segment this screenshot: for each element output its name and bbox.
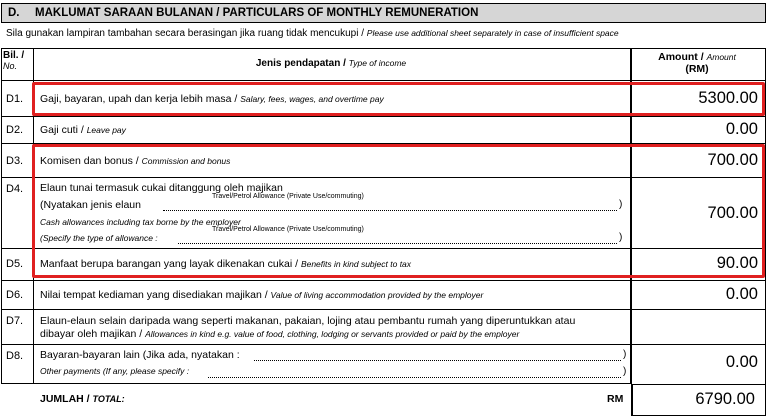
row-label-d8-ms: Bayaran-bayaran lain (Jika ada, nyatakan : bbox=[40, 349, 240, 361]
header-amount-ms: Amount / bbox=[658, 51, 704, 63]
header-type-en: Type of income bbox=[348, 58, 407, 68]
amount-d1: 5300.00 bbox=[698, 89, 758, 107]
row-code-d4: D4. bbox=[6, 183, 24, 195]
row-code-d5: D5. bbox=[6, 258, 24, 270]
total-label bbox=[40, 393, 125, 405]
section-title: MAKLUMAT SARAAN BULANAN / PARTICULARS OF MONTHLY REMUNERATION bbox=[35, 7, 479, 19]
row-code-d1: D1. bbox=[6, 93, 24, 105]
closing-paren: ) bbox=[623, 366, 627, 377]
row-label-en: Allowances in kind e.g. value of food, clothing, lodging or servants provided or paid by the employer bbox=[145, 329, 520, 339]
header-type-of-income bbox=[33, 58, 629, 69]
row-label-ms: Komisen dan bonus / bbox=[40, 155, 139, 167]
instruction-en: Please use additional sheet separately in case of insufficient space bbox=[366, 28, 619, 38]
allowance-note-2: Travel/Petrol Allowance (Private Use/commuting) bbox=[212, 226, 364, 233]
row-label-d6 bbox=[40, 289, 483, 301]
row-label-d8-en: Other payments (If any, please specify : bbox=[40, 366, 190, 376]
other-payments-line-2 bbox=[208, 377, 621, 378]
total-label-en: TOTAL: bbox=[92, 394, 125, 404]
amount-d4: 700.00 bbox=[707, 204, 758, 222]
row-divider bbox=[1, 309, 766, 310]
header-bil-label: Bil. / bbox=[3, 50, 25, 61]
row-divider bbox=[1, 280, 766, 281]
row-label-ms2: dibayar oleh majikan / bbox=[40, 328, 143, 340]
amount-d8: 0.00 bbox=[725, 353, 758, 371]
row-label-ms: Gaji, bayaran, upah dan kerja lebih masa / bbox=[40, 93, 238, 105]
total-amount-box bbox=[631, 384, 766, 416]
row-divider bbox=[1, 116, 766, 117]
row-divider bbox=[1, 383, 631, 384]
row-label-ms: Nilai tempat kediaman yang disediakan majikan / bbox=[40, 289, 268, 301]
amount-d5: 90.00 bbox=[716, 254, 758, 272]
instruction-text bbox=[6, 28, 764, 39]
header-amount-en: Amount bbox=[706, 52, 736, 62]
row-label-d7-ms: Elaun-elaun selain daripada wang seperti makanan, pakaian, lojing atau pembantu rumah yang diperuntukkan atau bbox=[40, 315, 576, 327]
row-label-en: Commission and bonus bbox=[141, 156, 231, 166]
row-code-d6: D6. bbox=[6, 289, 24, 301]
allowance-note-1: Travel/Petrol Allowance (Private Use/commuting) bbox=[212, 193, 364, 200]
instruction-ms: Sila gunakan lampiran tambahan secara berasingan jika ruang tidak mencukupi / bbox=[6, 28, 364, 39]
closing-paren: ) bbox=[619, 232, 623, 243]
total-amount: 6790.00 bbox=[695, 390, 755, 408]
header-no-label: No. bbox=[3, 61, 18, 71]
table-top-border bbox=[1, 48, 766, 49]
highlight-box-d3-d5 bbox=[32, 144, 765, 278]
row-label-d4-en: Cash allowances including tax borne by the employer bbox=[40, 217, 241, 227]
row-label-ms: Manfaat berupa barangan yang layak dikenakan cukai / bbox=[40, 258, 299, 270]
row-code-d3: D3. bbox=[6, 155, 24, 167]
amount-d3: 700.00 bbox=[707, 151, 758, 169]
row-label-en: Value of living accommodation provided by the employer bbox=[270, 290, 484, 300]
header-amount bbox=[630, 51, 764, 75]
row-label-d4-en2: (Specify the type of allowance : bbox=[40, 233, 158, 243]
section-code: D. bbox=[8, 7, 20, 19]
row-label-d7-line2 bbox=[40, 328, 519, 340]
other-payments-line-1 bbox=[254, 360, 621, 361]
total-currency: RM bbox=[607, 393, 624, 405]
row-label-en: Leave pay bbox=[86, 125, 126, 135]
row-label-en: Benefits in kind subject to tax bbox=[300, 259, 412, 269]
row-code-d2: D2. bbox=[6, 124, 24, 136]
row-label-d4-ms2: (Nyatakan jenis elaun bbox=[40, 199, 141, 211]
header-type-ms: Jenis pendapatan / bbox=[255, 58, 346, 69]
closing-paren: ) bbox=[619, 199, 623, 210]
row-label-en: Salary, fees, wages, and overtime pay bbox=[240, 94, 384, 104]
amount-d2: 0.00 bbox=[725, 120, 758, 138]
row-label-d4-ms: Elaun tunai termasuk cukai ditanggung oleh majikan bbox=[40, 182, 283, 194]
header-bil bbox=[3, 50, 33, 72]
row-code-d8: D8. bbox=[6, 350, 24, 362]
highlight-box-d1 bbox=[32, 82, 765, 116]
row-label-ms: Gaji cuti / bbox=[40, 124, 84, 136]
total-label-ms: JUMLAH / bbox=[40, 393, 90, 405]
table-right-border bbox=[765, 48, 766, 384]
section-header bbox=[1, 3, 766, 23]
amount-d6: 0.00 bbox=[725, 285, 758, 303]
row-divider bbox=[1, 80, 766, 81]
closing-paren: ) bbox=[623, 349, 627, 360]
row-divider bbox=[1, 344, 766, 345]
table-left-border bbox=[1, 48, 2, 384]
row-code-d7: D7. bbox=[6, 315, 24, 327]
row-label-d2 bbox=[40, 124, 126, 136]
header-amount-unit: (RM) bbox=[685, 63, 709, 75]
